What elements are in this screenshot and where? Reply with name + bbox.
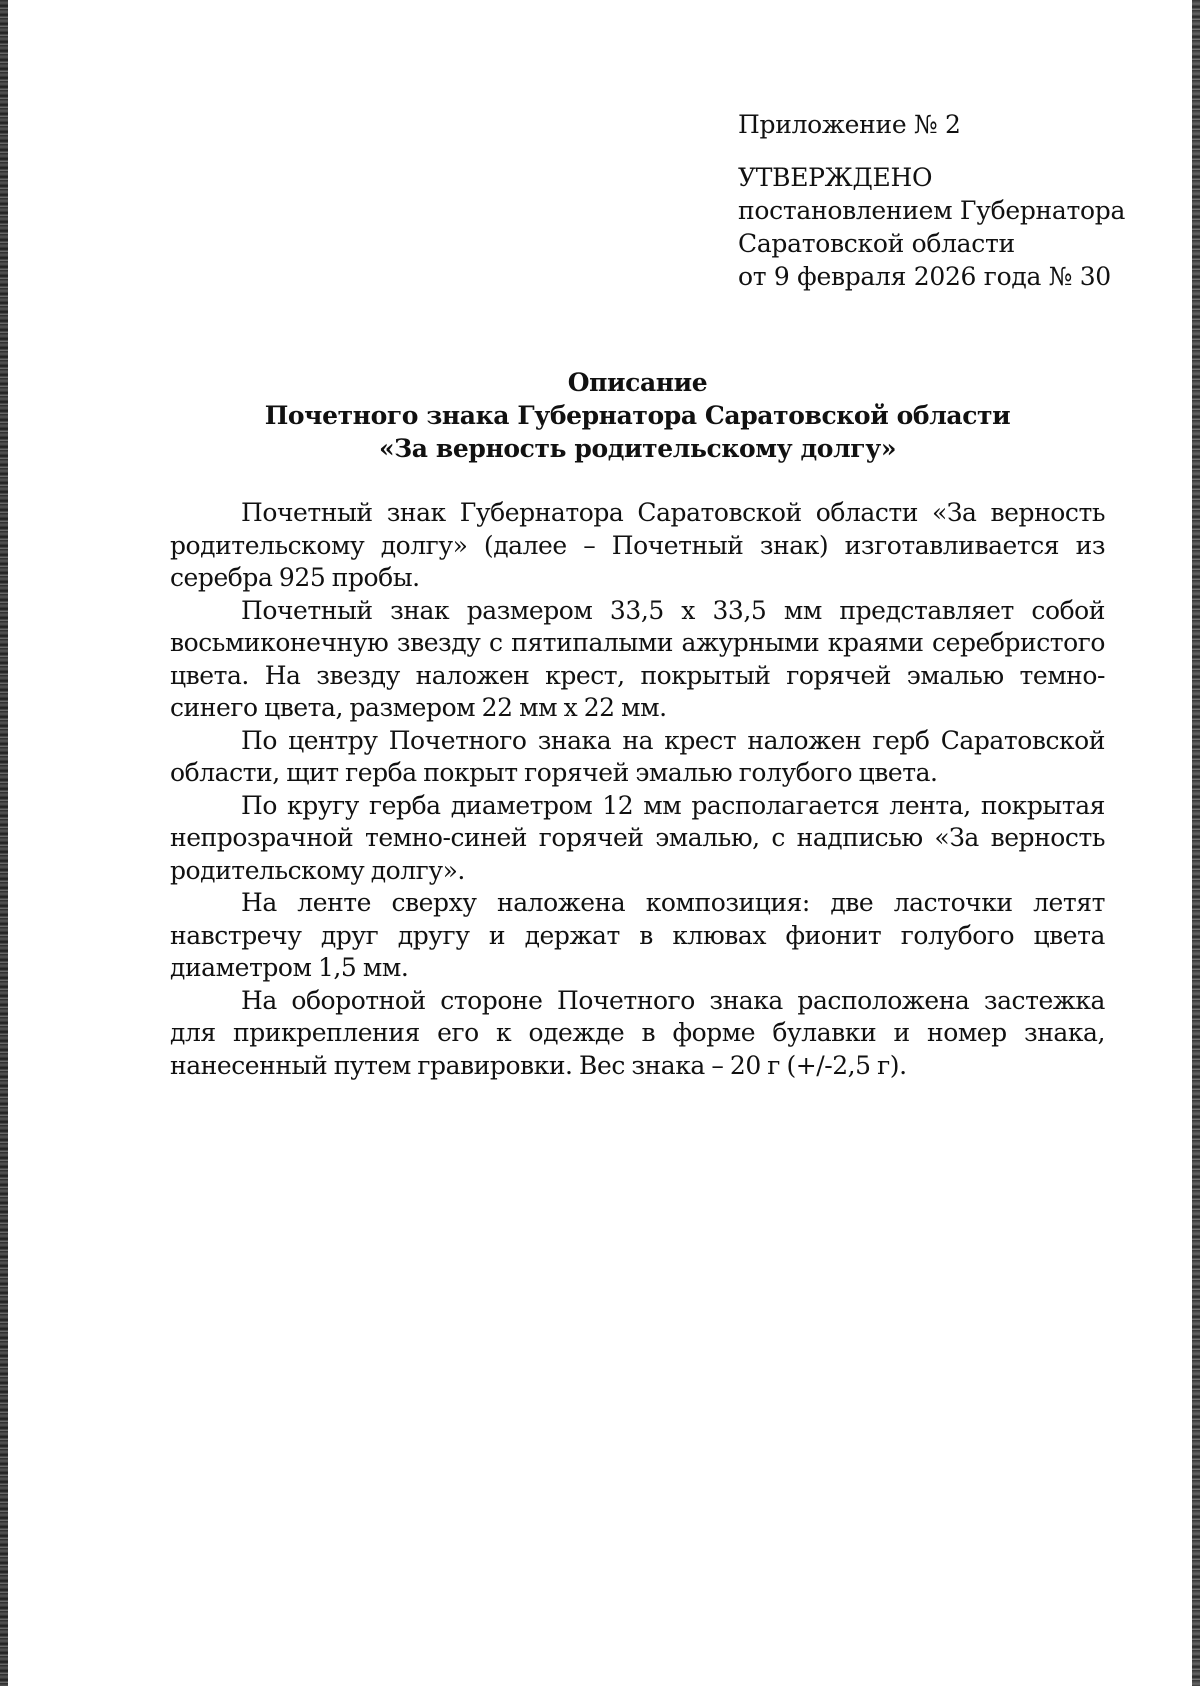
paragraph: На ленте сверху наложена композиция: две ласточки летят навстречу друг другу и держат в клювах фионит голубого цвета диаметром 1,5 мм.: [170, 888, 1105, 982]
paragraph: Почетный знак Губернатора Саратовской области «За верность родительскому долгу» (далее – Почетный знак) изготавливается из серебра 925 пробы.: [170, 498, 1105, 592]
paragraph: Почетный знак размером 33,5 х 33,5 мм представляет собой восьмиконечную звезду с пятипалыми ажурными краями серебристого цвета. На звезду наложен крест, покрытый горячей эмалью темно-синего цвета, размером 22 мм х 22 мм.: [170, 595, 1105, 722]
approved-region: Саратовской области: [738, 229, 1015, 258]
paragraph: По центру Почетного знака на крест наложен герб Саратовской области, щит герба покрыт горячей эмалью голубого цвета.: [170, 725, 1105, 787]
title-line-1: Описание: [567, 368, 708, 397]
title-line-3: «За верность родительскому долгу»: [378, 434, 897, 463]
scan-edge-left: [0, 0, 8, 1686]
approval-date: от 9 февраля 2026 года № 30: [738, 262, 1111, 291]
scan-edge-right: [1192, 0, 1200, 1686]
paragraph: По кругу герба диаметром 12 мм располагается лента, покрытая непрозрачной темно-синей горячей эмалью, с надписью «За верность родительскому долгу».: [170, 790, 1105, 885]
document-body: [170, 497, 1105, 1082]
document-title: [170, 366, 1105, 465]
approved-label: УТВЕРЖДЕНО: [738, 163, 933, 192]
title-line-2: Почетного знака Губернатора Саратовской области: [264, 401, 1011, 430]
approval-block: [738, 108, 1125, 293]
paragraph: На оборотной стороне Почетного знака расположена застежка для прикрепления его к одежде в форме булавки и номер знака, нанесенный путем гравировки. Вес знака – 20 г (+/-2,5 г).: [170, 985, 1105, 1080]
approved-by: постановлением Губернатора: [738, 196, 1126, 225]
annex-number: Приложение № 2: [738, 110, 961, 139]
